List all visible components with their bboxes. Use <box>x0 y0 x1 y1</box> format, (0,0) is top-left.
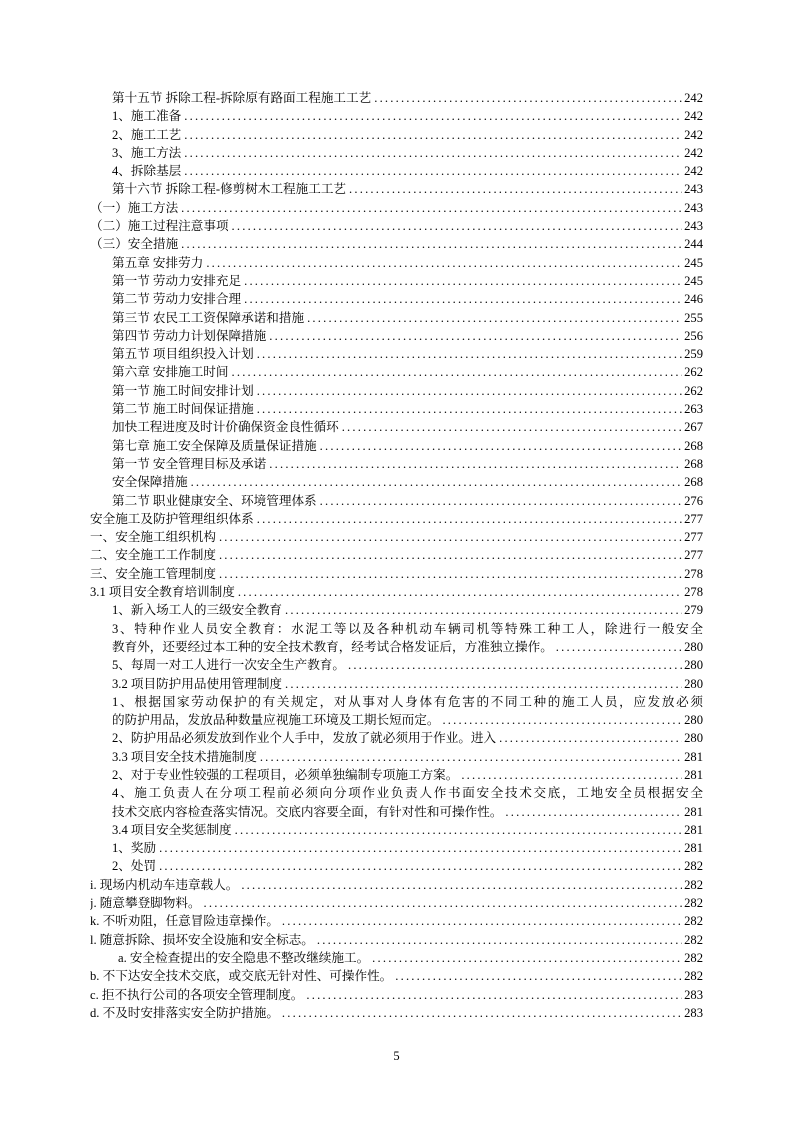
leader-dots <box>269 327 682 345</box>
leader-dots <box>206 254 682 272</box>
leader-dots <box>499 729 682 747</box>
toc-page-number: 281 <box>684 767 703 782</box>
leader-dots <box>184 144 682 162</box>
leader-dots <box>241 876 682 894</box>
toc-entry-text: 二、安全施工工作制度 <box>90 548 216 563</box>
toc-entry-text: 3、施工方法 <box>112 145 182 160</box>
toc-page-number: 280 <box>684 658 703 673</box>
toc-page-number: 283 <box>684 1005 703 1020</box>
toc-entry-text: 安全施工及防护管理组织体系 <box>90 511 254 526</box>
toc-entry-text: 三、安全施工管理制度 <box>90 566 216 581</box>
leader-dots <box>181 199 682 217</box>
toc-entry-text: 技术交底内容检查落实情况。交底内容要全面，有针对性和可操作性。 <box>112 804 503 819</box>
toc-entry <box>90 290 703 308</box>
toc-page-number: 262 <box>684 365 703 380</box>
page-footer <box>0 1049 793 1064</box>
toc-entry <box>90 455 703 473</box>
leader-dots <box>184 126 682 144</box>
toc-entry-text: 1、新入场工人的三级安全教育 <box>112 603 283 618</box>
toc-page-number: 255 <box>684 310 703 325</box>
toc-entry <box>90 89 703 107</box>
toc-entry <box>90 345 703 363</box>
toc-page-number: 283 <box>684 987 703 1002</box>
toc-entry <box>90 857 703 875</box>
leader-dots <box>257 345 682 363</box>
toc-entry-text: j. 随意攀登脚物料。 <box>90 896 201 911</box>
toc-entry <box>90 784 703 802</box>
toc-entry-text: 3.3 项目安全技术措施制度 <box>112 749 257 764</box>
leader-dots <box>282 1004 682 1022</box>
toc-entry-text: 2、处罚 <box>112 859 157 874</box>
leader-dots <box>257 382 682 400</box>
toc-entry <box>90 327 703 345</box>
toc-entry <box>90 254 703 272</box>
toc-entry-text: a. 安全检查提出的安全隐患不整改继续施工。 <box>118 950 370 965</box>
toc-entry <box>90 711 703 729</box>
leader-dots <box>219 565 682 583</box>
toc-page-number: 242 <box>684 91 703 105</box>
toc-page-number: 243 <box>684 182 703 197</box>
toc-entry <box>90 693 703 711</box>
toc-page-number: 280 <box>684 639 703 654</box>
toc-entry <box>90 986 703 1004</box>
leader-dots <box>285 601 682 619</box>
toc-entry <box>90 839 703 857</box>
leader-dots <box>219 546 682 564</box>
leader-dots <box>235 821 682 839</box>
toc-entry-text: 加快工程进度及时计价确保资金良性循环 <box>112 420 339 435</box>
leader-dots <box>461 766 682 784</box>
leader-dots <box>285 675 682 693</box>
toc-entry <box>90 180 703 198</box>
leader-dots <box>342 418 682 436</box>
leader-dots <box>442 711 682 729</box>
toc-entry <box>90 546 703 564</box>
toc-entry-text: （三）安全措施 <box>90 237 179 252</box>
leader-dots <box>269 455 682 473</box>
leader-dots <box>320 437 682 455</box>
toc-entry <box>90 528 703 546</box>
leader-dots <box>191 473 683 491</box>
toc-page-number: 242 <box>684 164 703 179</box>
leader-dots <box>349 180 682 198</box>
toc-entry <box>90 729 703 747</box>
toc-entry <box>90 912 703 930</box>
toc-entry <box>90 675 703 693</box>
toc-entry <box>90 107 703 125</box>
leader-dots <box>374 89 682 107</box>
toc-entry <box>90 162 703 180</box>
leader-dots <box>348 656 682 674</box>
toc-entry-text: 4、拆除基层 <box>112 164 182 179</box>
toc-entry <box>90 1004 703 1022</box>
leader-dots <box>219 528 682 546</box>
toc-entry-text: 一、安全施工组织机构 <box>90 530 216 545</box>
toc-entry-text: 2、防护用品必须发放到作业个人手中，发放了就必须用于作业。进入 <box>112 731 497 746</box>
toc-entry-text: k. 不听劝阻，任意冒险违章操作。 <box>90 914 279 929</box>
toc-entry-text: 的防护用品，发放品种数量应视施工环境及工期长短而定。 <box>112 713 440 728</box>
toc-entry <box>90 601 703 619</box>
toc-entry-text: 3.2 项目防护用品使用管理制度 <box>112 676 283 691</box>
toc-entry-text: 第二节 施工时间保证措施 <box>112 402 254 417</box>
toc-page-number: 246 <box>684 292 703 307</box>
toc-page-number: 278 <box>684 585 703 600</box>
toc-entry-text: 第五章 安排劳力 <box>112 255 204 270</box>
toc-page-number: 242 <box>684 109 703 124</box>
toc-entry-text: 第六章 安排施工时间 <box>112 365 229 380</box>
toc-entry <box>90 418 703 436</box>
toc-entry-text: 第二节 劳动力安排合理 <box>112 292 242 307</box>
toc-entry-text: l. 随意拆除、损坏安全设施和安全标志。 <box>90 932 314 947</box>
toc-entry-text: 2、施工工艺 <box>112 127 182 142</box>
toc-page-number: 282 <box>684 896 703 911</box>
table-of-contents <box>90 89 703 1022</box>
toc-entry-text: 3、特种作业人员安全教育：水泥工等以及各种机动车辆司机等特殊工种工人，除进行一般安全 <box>112 621 703 636</box>
toc-page-number: 282 <box>684 877 703 892</box>
toc-entry <box>90 363 703 381</box>
toc-entry-text: 1、施工准备 <box>112 109 182 124</box>
leader-dots <box>306 986 682 1004</box>
toc-entry-text: c. 拒不执行公司的各项安全管理制度。 <box>90 987 304 1002</box>
toc-page-number: 259 <box>684 347 703 362</box>
toc-page-number: 245 <box>684 255 703 270</box>
toc-entry <box>90 894 703 912</box>
toc-entry <box>90 382 703 400</box>
leader-dots <box>556 638 682 656</box>
toc-entry-text: 1、根据国家劳动保护的有关规定，对从事对人身体有危害的不同工种的施工人员，应发放必须 <box>112 694 703 709</box>
leader-dots <box>184 162 682 180</box>
toc-page-number: 277 <box>684 511 703 526</box>
toc-page-number: 282 <box>684 932 703 947</box>
toc-entry-text: （一）施工方法 <box>90 200 179 215</box>
leader-dots <box>257 510 682 528</box>
toc-entry-text: d. 不及时安排落实安全防护措施。 <box>90 1005 279 1020</box>
toc-page-number: 278 <box>684 566 703 581</box>
toc-entry <box>90 638 703 656</box>
toc-entry-text: 第七章 施工安全保障及质量保证措施 <box>112 438 317 453</box>
toc-entry <box>90 126 703 144</box>
toc-entry <box>90 620 703 638</box>
toc-page-number: 282 <box>684 859 703 874</box>
toc-entry <box>90 876 703 894</box>
toc-entry <box>90 235 703 253</box>
toc-page-number: 281 <box>684 804 703 819</box>
toc-entry <box>90 766 703 784</box>
toc-entry <box>90 510 703 528</box>
toc-entry-text: 第十五节 拆除工程-拆除原有路面工程施工工艺 <box>112 91 372 105</box>
toc-page-number: 243 <box>684 219 703 234</box>
leader-dots <box>181 235 682 253</box>
leader-dots <box>320 492 682 510</box>
toc-entry <box>90 656 703 674</box>
toc-entry <box>90 437 703 455</box>
leader-dots <box>395 967 682 985</box>
toc-entry-text: 1、奖励 <box>112 841 157 856</box>
toc-entry <box>90 748 703 766</box>
toc-entry <box>90 492 703 510</box>
toc-page-number: 280 <box>684 731 703 746</box>
leader-dots <box>257 400 682 418</box>
toc-entry <box>90 217 703 235</box>
toc-page-number: 281 <box>684 822 703 837</box>
toc-entry-text: 3.1 项目安全教育培训制度 <box>90 585 235 600</box>
toc-entry <box>90 400 703 418</box>
toc-entry <box>90 565 703 583</box>
leader-dots <box>372 949 682 967</box>
leader-dots <box>244 272 682 290</box>
toc-page-number: 280 <box>684 713 703 728</box>
toc-entry-text: 教育外，还要经过本工种的安全技术教育，经考试合格发证后，方准独立操作。 <box>112 639 553 654</box>
toc-entry-text: b. 不下达安全技术交底，或交底无针对性、可操作性。 <box>90 969 393 984</box>
toc-page-number: 268 <box>684 438 703 453</box>
toc-page-number: 244 <box>684 237 703 252</box>
toc-entry-text: 第一节 施工时间安排计划 <box>112 383 254 398</box>
leader-dots <box>282 912 682 930</box>
toc-entry-text: （二）施工过程注意事项 <box>90 219 229 234</box>
toc-entry <box>90 583 703 601</box>
toc-page-number: 280 <box>684 676 703 691</box>
toc-entry-text: 5、每周一对工人进行一次安全生产教育。 <box>112 658 345 673</box>
leader-dots <box>307 309 682 327</box>
toc-entry-text: 2、对于专业性较强的工程项目，必须单独编制专项施工方案。 <box>112 767 459 782</box>
leader-dots <box>232 363 683 381</box>
toc-page-number: 279 <box>684 603 703 618</box>
leader-dots <box>204 894 683 912</box>
toc-page-number: 277 <box>684 530 703 545</box>
toc-entry <box>90 931 703 949</box>
toc-entry-text: 第四节 劳动力计划保障措施 <box>112 328 267 343</box>
toc-page-number: 277 <box>684 548 703 563</box>
toc-page-number: 262 <box>684 383 703 398</box>
leader-dots <box>184 107 682 125</box>
leader-dots <box>317 931 682 949</box>
toc-entry <box>90 821 703 839</box>
toc-entry-text: 第三节 农民工工资保障承诺和措施 <box>112 310 305 325</box>
toc-page-number: 281 <box>684 841 703 856</box>
toc-page-number: 281 <box>684 749 703 764</box>
toc-entry <box>90 309 703 327</box>
toc-page-number: 263 <box>684 402 703 417</box>
toc-entry-text: i. 现场内机动车违章载人。 <box>90 877 239 892</box>
toc-entry-text: 安全保障措施 <box>112 475 188 490</box>
toc-entry-text: 第二节 职业健康安全、环境管理体系 <box>112 493 317 508</box>
toc-page-number: 256 <box>684 328 703 343</box>
toc-page-number: 268 <box>684 456 703 471</box>
toc-page-number: 276 <box>684 493 703 508</box>
footer-page-number: 5 <box>393 1049 400 1063</box>
toc-entry <box>90 473 703 491</box>
leader-dots <box>260 748 682 766</box>
leader-dots <box>159 839 682 857</box>
toc-entry <box>90 803 703 821</box>
toc-entry <box>90 144 703 162</box>
toc-page-number: 268 <box>684 475 703 490</box>
leader-dots <box>505 803 682 821</box>
toc-page-number: 267 <box>684 420 703 435</box>
toc-page-number: 282 <box>684 914 703 929</box>
leader-dots <box>159 857 682 875</box>
leader-dots <box>238 583 682 601</box>
toc-entry <box>90 967 703 985</box>
toc-page-number: 243 <box>684 200 703 215</box>
toc-entry <box>90 272 703 290</box>
toc-entry-text: 3.4 项目安全奖惩制度 <box>112 822 232 837</box>
toc-entry <box>90 949 703 967</box>
leader-dots <box>232 217 683 235</box>
toc-entry <box>90 199 703 217</box>
toc-page-number: 242 <box>684 145 703 160</box>
toc-page-number: 282 <box>684 950 703 965</box>
toc-entry-text: 第一节 安全管理目标及承诺 <box>112 456 267 471</box>
toc-entry-text: 第十六节 拆除工程-修剪树木工程施工工艺 <box>112 182 347 197</box>
leader-dots <box>244 290 682 308</box>
toc-entry-text: 第一节 劳动力安排充足 <box>112 273 242 288</box>
toc-entry-text: 4、施工负责人在分项工程前必须向分项作业负责人作书面安全技术交底，工地安全员根据安全 <box>112 786 703 801</box>
toc-entry-text: 第五节 项目组织投入计划 <box>112 347 254 362</box>
toc-page-number: 242 <box>684 127 703 142</box>
toc-page-number: 282 <box>684 969 703 984</box>
toc-page-number: 245 <box>684 273 703 288</box>
